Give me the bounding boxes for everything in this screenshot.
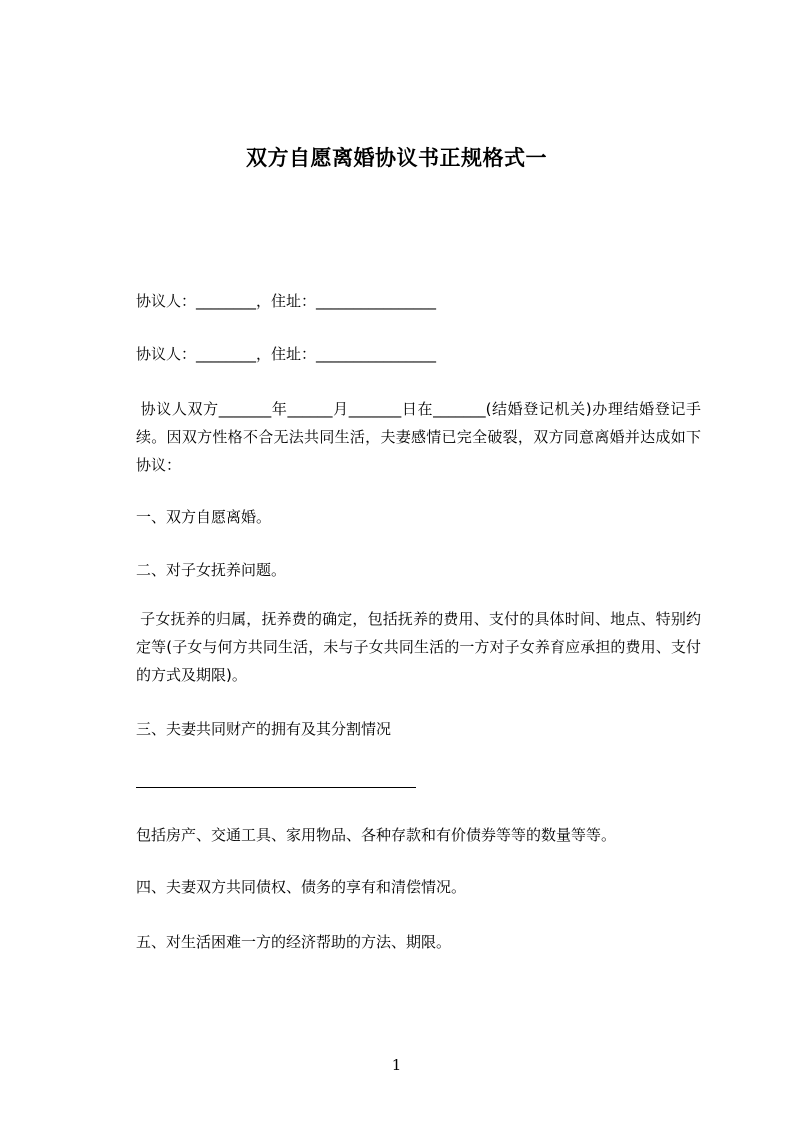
document-title: 双方自愿离婚协议书正规格式一	[246, 146, 547, 170]
intro-paragraph	[136, 395, 701, 479]
clause-5: 五、对生活困难一方的经济帮助的方法、期限。	[136, 933, 452, 951]
intro-text: 协议人双方_______年______月_______日在_______(结婚登记机关)办理结婚登记手续。因双方性格不合无法共同生活，夫妻感情已完全破裂，双方同意离婚并达成如下协议：	[136, 400, 701, 474]
clause-2: 二、对子女抚养问题。	[136, 561, 287, 579]
clause-4: 四、夫妻双方共同债权、债务的享有和清偿情况。	[136, 878, 467, 896]
clause-1: 一、双方自愿离婚。	[136, 508, 272, 526]
clause-2-detail-paragraph	[136, 605, 701, 689]
page-number: 1	[391, 1056, 402, 1074]
clause-3-detail: 包括房产、交通工具、家用物品、各种存款和有价债券等等的数量等等。	[136, 826, 617, 844]
clause-3: 三、夫妻共同财产的拥有及其分割情况	[136, 720, 392, 738]
party-1-line: 协议人：________，住址：________________	[136, 292, 437, 310]
clause-2-detail-text: 子女抚养的归属，抚养费的确定，包括抚养的费用、支付的具体时间、地点、特别约定等(子女与何方共同生活，未与子女共同生活的一方对子女养育应承担的费用、支付的方式及期限)。	[136, 610, 701, 684]
blank-fill-line	[136, 787, 416, 788]
party-2-line: 协议人：________，住址：________________	[136, 345, 437, 363]
